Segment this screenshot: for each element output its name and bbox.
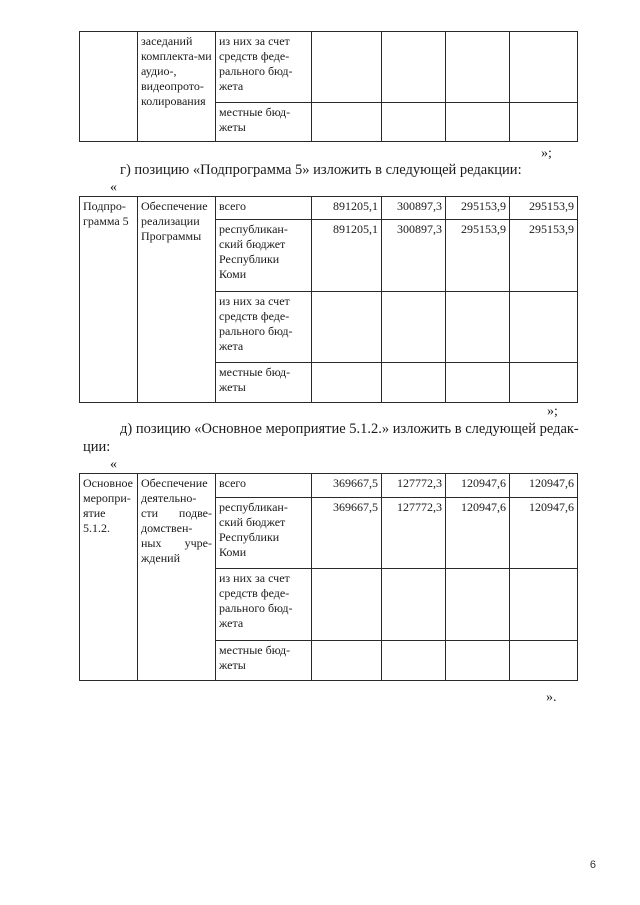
cell-value xyxy=(446,569,510,641)
cell-value: 295153,9 xyxy=(510,220,578,292)
cell-value xyxy=(446,32,510,103)
cell-value xyxy=(312,641,382,681)
table-row xyxy=(80,32,578,103)
paragraph-g: г) позицию «Подпрограмма 5» изложить в следующей редакции: xyxy=(120,162,522,178)
cell-value: 120947,6 xyxy=(446,474,510,498)
cell-event-name: заседаний комплекта-ми аудио-, видеопрото-колирования xyxy=(138,32,216,142)
cell-value xyxy=(446,363,510,403)
cell-value xyxy=(382,569,446,641)
cell-value: 127772,3 xyxy=(382,474,446,498)
cell-value: 120947,6 xyxy=(446,498,510,569)
cell-source-label: всего xyxy=(216,197,312,220)
opening-quote: « xyxy=(110,180,117,195)
paragraph-d-line2: ции: xyxy=(83,439,111,455)
cell-source-label: местные бюд-жеты xyxy=(216,363,312,403)
closing-quote: ». xyxy=(546,690,557,705)
cell-value xyxy=(382,103,446,142)
cell-value xyxy=(510,103,578,142)
cell-position: Подпро-грамма 5 xyxy=(80,197,138,403)
cell-value: 127772,3 xyxy=(382,498,446,569)
cell-value: 369667,5 xyxy=(312,498,382,569)
table-row xyxy=(80,474,578,498)
cell-value xyxy=(446,103,510,142)
cell-value xyxy=(312,32,382,103)
cell-value xyxy=(312,363,382,403)
cell-source-label: местные бюд-жеты xyxy=(216,103,312,142)
cell-event-name: Обеспечение реализации Программы xyxy=(138,197,216,403)
cell-value xyxy=(312,569,382,641)
cell-value: 369667,5 xyxy=(312,474,382,498)
cell-source-label: местные бюд-жеты xyxy=(216,641,312,681)
cell-source-label: республикан-ский бюджет Республики Коми xyxy=(216,498,312,569)
cell-value xyxy=(382,363,446,403)
cell-source-label: из них за счет средств феде-рального бюд-жета xyxy=(216,569,312,641)
cell-value xyxy=(312,103,382,142)
cell-source-label: республикан-ский бюджет Республики Коми xyxy=(216,220,312,292)
closing-quote: »; xyxy=(547,404,558,419)
cell-empty xyxy=(80,32,138,142)
cell-value: 120947,6 xyxy=(510,498,578,569)
cell-value: 295153,9 xyxy=(446,197,510,220)
table-subprogram-5 xyxy=(79,196,578,403)
cell-source-label: из них за счет средств феде-рального бюд-жета xyxy=(216,32,312,103)
cell-value xyxy=(446,641,510,681)
page-number: 6 xyxy=(589,859,596,871)
cell-value xyxy=(446,292,510,363)
cell-value xyxy=(382,292,446,363)
cell-value: 295153,9 xyxy=(510,197,578,220)
cell-value xyxy=(510,32,578,103)
cell-value: 120947,6 xyxy=(510,474,578,498)
cell-event-name: Обеспечение деятельно-сти подве-домствен-ных учре-ждений xyxy=(138,474,216,681)
cell-value xyxy=(510,569,578,641)
cell-value xyxy=(510,292,578,363)
cell-source-label: всего xyxy=(216,474,312,498)
cell-value: 891205,1 xyxy=(312,220,382,292)
cell-value xyxy=(510,641,578,681)
cell-position: Основное меропри-ятие 5.1.2. xyxy=(80,474,138,681)
cell-value: 295153,9 xyxy=(446,220,510,292)
cell-value xyxy=(382,641,446,681)
table-row xyxy=(80,197,578,220)
cell-value: 300897,3 xyxy=(382,197,446,220)
cell-value: 300897,3 xyxy=(382,220,446,292)
cell-value xyxy=(510,363,578,403)
opening-quote: « xyxy=(110,457,117,472)
closing-quote: »; xyxy=(541,146,552,161)
cell-value xyxy=(312,292,382,363)
cell-value xyxy=(382,32,446,103)
paragraph-d-line1: д) позицию «Основное мероприятие 5.1.2.» изложить в следующей редак- xyxy=(120,421,579,437)
table-continuation xyxy=(79,31,578,142)
cell-value: 891205,1 xyxy=(312,197,382,220)
table-event-5-1-2 xyxy=(79,473,578,681)
cell-source-label: из них за счет средств феде-рального бюд-жета xyxy=(216,292,312,363)
